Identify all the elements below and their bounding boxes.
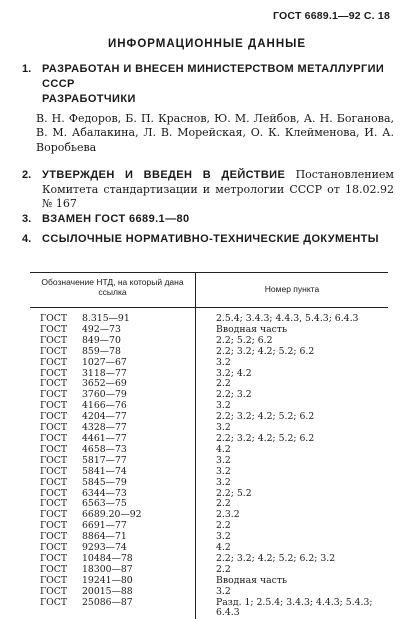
developers-block: [22, 92, 394, 155]
table-cell-clause: 2.2: [216, 520, 231, 532]
document-number: 4204—77: [82, 411, 127, 423]
table-cell-clause: 2.2; 3.2; 4.2; 5.2; 6.2: [216, 345, 315, 357]
document-number: 3760—79: [82, 389, 127, 401]
table-cell-clause: Вводная часть: [216, 574, 288, 586]
table-cell-clause: 2.2: [216, 563, 231, 575]
developers-list: В. Н. Федоров, Б. П. Краснов, Ю. М. Лейбов, А. Н. Боганова, В. М. Абалакина, Л. В. Морейская, О. К. Клейменова, И. А. Воробьева: [36, 111, 394, 154]
document-prefix: ГОСТ: [40, 487, 68, 499]
column-header-document: Обозначение НТД, на который дана ссылка: [30, 273, 196, 307]
document-prefix: ГОСТ: [40, 400, 68, 412]
document-column: [30, 308, 196, 619]
document-number: 19241—80: [82, 574, 133, 586]
section-text: Постановлением Комитета стандартизации и метрологии СССР от 18.02.92 № 167: [42, 168, 394, 210]
document-number: 6689.20—92: [82, 509, 142, 521]
section-1: [22, 62, 394, 91]
document-prefix: ГОСТ: [40, 367, 68, 379]
document-number: 3652—69: [82, 378, 127, 390]
table-cell-clause: 3.2: [216, 531, 231, 543]
document-prefix: ГОСТ: [40, 465, 68, 477]
document-number: 6344—73: [82, 487, 127, 499]
document-number: 492—73: [82, 323, 121, 335]
document-prefix: ГОСТ: [40, 574, 68, 586]
document-prefix: ГОСТ: [40, 432, 68, 444]
document-prefix: ГОСТ: [40, 443, 68, 455]
document-prefix: ГОСТ: [40, 411, 68, 423]
document-prefix: ГОСТ: [40, 552, 68, 564]
table-cell-clause: 3.2: [216, 356, 231, 368]
developers-heading: РАЗРАБОТЧИКИ: [42, 93, 136, 105]
table-cell-clause: 3.2: [216, 454, 231, 466]
references-table: [30, 272, 388, 619]
section-number: 2.: [22, 169, 32, 181]
table-cell-clause: 2.5.4; 3.4.3; 4.4.3, 5.4.3; 6.4.3: [216, 313, 359, 324]
table-header: [30, 273, 388, 308]
table-cell-document: [30, 598, 195, 609]
document-number: 4166—76: [82, 400, 127, 412]
table-cell-clause: 3.2: [216, 476, 231, 488]
document-prefix: ГОСТ: [40, 585, 68, 597]
document-number: 6691—77: [82, 520, 127, 532]
section-body: [42, 168, 394, 212]
table-cell-clause: 2.3.2: [216, 509, 240, 521]
document-prefix: ГОСТ: [40, 596, 68, 608]
document-number: 3118—77: [82, 367, 127, 379]
table-cell-clause: 4.2: [216, 443, 231, 455]
table-cell-document: [30, 608, 195, 619]
table-cell-clause: 2.2; 3.2: [216, 389, 252, 401]
document-number: 5817—77: [82, 454, 127, 466]
table-cell-clause: 2.2; 5.2; 6.2: [216, 334, 273, 346]
document-number: 849—70: [82, 334, 121, 346]
document-prefix: ГОСТ: [40, 509, 68, 521]
document-prefix: ГОСТ: [40, 313, 68, 324]
table-cell-clause: 2.2: [216, 378, 231, 390]
document-prefix: [30, 608, 82, 619]
section-heading: РАЗРАБОТАН И ВНЕСЕН МИНИСТЕРСТВОМ МЕТАЛЛУРГИИ СССР: [42, 63, 385, 90]
document-number: 8.315—91: [82, 313, 130, 324]
document-number: 20015—88: [82, 585, 133, 597]
section-4: [22, 232, 394, 247]
document-prefix: ГОСТ: [40, 498, 68, 510]
document-prefix: ГОСТ: [40, 454, 68, 466]
table-cell-clause: 6.4.3: [216, 607, 240, 619]
document-number: 10484—78: [82, 552, 133, 564]
document-number: 4461—77: [82, 432, 127, 444]
document-number: 5845—79: [82, 476, 127, 488]
document-number: 859—78: [82, 345, 121, 357]
section-heading: УТВЕРЖДЕН И ВВЕДЕН В ДЕЙСТВИЕ: [42, 169, 286, 181]
document-number: 9293—74: [82, 542, 127, 554]
document-number: 6563—75: [82, 498, 127, 510]
section-number: 4.: [22, 233, 32, 245]
table-cell-clause: 2.2; 3.2; 4.2; 5.2; 6.2: [216, 411, 315, 423]
document-prefix: ГОСТ: [40, 356, 68, 368]
section-3: [22, 212, 394, 227]
document-prefix: ГОСТ: [40, 378, 68, 390]
document-prefix: ГОСТ: [40, 422, 68, 434]
document-prefix: ГОСТ: [40, 520, 68, 532]
section-heading: ССЫЛОЧНЫЕ НОРМАТИВНО-ТЕХНИЧЕСКИЕ ДОКУМЕНТЫ: [42, 233, 379, 245]
document-number: 25086—87: [82, 596, 133, 608]
section-number: 3.: [22, 213, 32, 225]
document-prefix: ГОСТ: [40, 476, 68, 488]
document-number: 8864—71: [82, 531, 127, 543]
page-title: ИНФОРМАЦИОННЫЕ ДАННЫЕ: [107, 38, 307, 50]
table-body: [30, 308, 388, 619]
section-number: 1.: [22, 63, 32, 75]
table-cell-clause: 3.2: [216, 585, 231, 597]
document-number: 1027—67: [82, 356, 127, 368]
document-prefix: ГОСТ: [40, 323, 68, 335]
table-cell-clause: 2.2: [216, 498, 231, 510]
document-prefix: ГОСТ: [40, 531, 68, 543]
document-prefix: ГОСТ: [40, 334, 68, 346]
table-cell-clause: 3.2; 4.2: [216, 367, 252, 379]
document-number: 18300—87: [82, 563, 133, 575]
table-cell-clause: 2.2; 3.2; 4.2; 5.2; 6.2; 3.2: [216, 552, 336, 564]
column-header-clause: Номер пункта: [264, 284, 320, 294]
document-prefix: ГОСТ: [40, 345, 68, 357]
table-cell-clause: 2.2; 3.2; 4.2; 5.2; 6.2: [216, 432, 315, 444]
table-cell-clause: 4.2: [216, 542, 231, 554]
document-prefix: ГОСТ: [40, 542, 68, 554]
section-2: [22, 168, 394, 212]
clause-column: [196, 308, 388, 619]
table-cell-clause: 3.2: [216, 422, 231, 434]
section-heading: ВЗАМЕН ГОСТ 6689.1—80: [42, 213, 190, 225]
document-prefix: ГОСТ: [40, 563, 68, 575]
document-prefix: ГОСТ: [40, 389, 68, 401]
table-cell-clause: 3.2: [216, 465, 231, 477]
table-cell-clause: Разд. 1; 2.5.4; 3.4.3; 4.4.3; 5.4.3;: [216, 596, 373, 608]
document-number: 4328—77: [82, 422, 127, 434]
document-number: 5841—74: [82, 465, 127, 477]
document-number: 4658—73: [82, 443, 127, 455]
table-cell-clause: 2.2; 5.2: [216, 487, 252, 499]
table-cell-clause: 3.2: [216, 400, 231, 412]
page-header: ГОСТ 6689.1—92 С. 18: [273, 10, 390, 22]
table-cell-clause: Вводная часть: [216, 323, 288, 335]
